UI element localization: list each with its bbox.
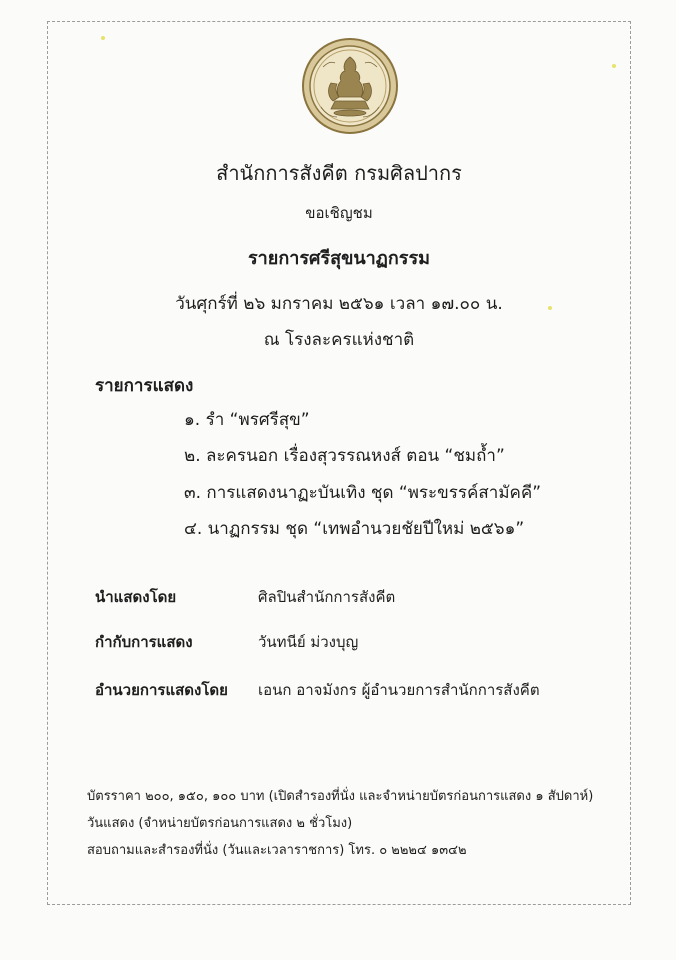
stray-mark <box>612 64 616 68</box>
organization-name: สำนักการสังคีต กรมศิลปากร <box>216 161 462 185</box>
program-item: ๔. นาฏกรรม ชุด “เทพอำนวยชัยปีใหม่ ๒๕๖๑” <box>184 519 525 539</box>
fine-arts-department-seal-icon <box>301 37 399 135</box>
credit-value-director: วันทนีย์ ม่วงบุญ <box>258 633 359 651</box>
credit-label-performers: นำแสดงโดย <box>95 588 177 606</box>
ticket-prices: บัตรราคา ๒๐๐, ๑๕๐, ๑๐๐ บาท (เปิดสำรองที่นั่ง และจำหน่ายบัตรก่อนการแสดง ๑ สัปดาห์) <box>87 789 594 804</box>
program-item: ๓. การแสดงนาฏะบันเทิง ชุด “พระขรรค์สามัคคี” <box>184 483 542 503</box>
contact-info: สอบถามและสำรองที่นั่ง (วันและเวลาราชการ) โทร. ๐ ๒๒๒๔ ๑๓๔๒ <box>87 843 467 858</box>
credit-value-performers: ศิลปินสำนักการสังคีต <box>258 588 396 606</box>
program-heading: รายการแสดง <box>95 376 194 396</box>
invitation-text: ขอเชิญชม <box>305 204 373 222</box>
program-item: ๒. ละครนอก เรื่องสุวรรณหงส์ ตอน “ชมถ้ำ” <box>184 446 505 466</box>
program-item: ๑. รำ “พรศรีสุข” <box>184 410 310 430</box>
show-day-sales: วันแสดง (จำหน่ายบัตรก่อนการแสดง ๒ ชั่วโมง) <box>87 816 353 831</box>
credit-label-director: กำกับการแสดง <box>95 633 193 651</box>
stray-mark <box>101 36 105 40</box>
credit-label-producer: อำนวยการแสดงโดย <box>95 681 228 699</box>
show-date-time: วันศุกร์ที่ ๒๖ มกราคม ๒๕๖๑ เวลา ๑๗.๐๐ น. <box>175 294 503 314</box>
program-title: รายการศรีสุขนาฏกรรม <box>248 248 430 269</box>
venue: ณ โรงละครแห่งชาติ <box>263 330 415 350</box>
credit-value-producer: เอนก อาจมังกร ผู้อำนวยการสำนักการสังคีต <box>258 681 540 699</box>
